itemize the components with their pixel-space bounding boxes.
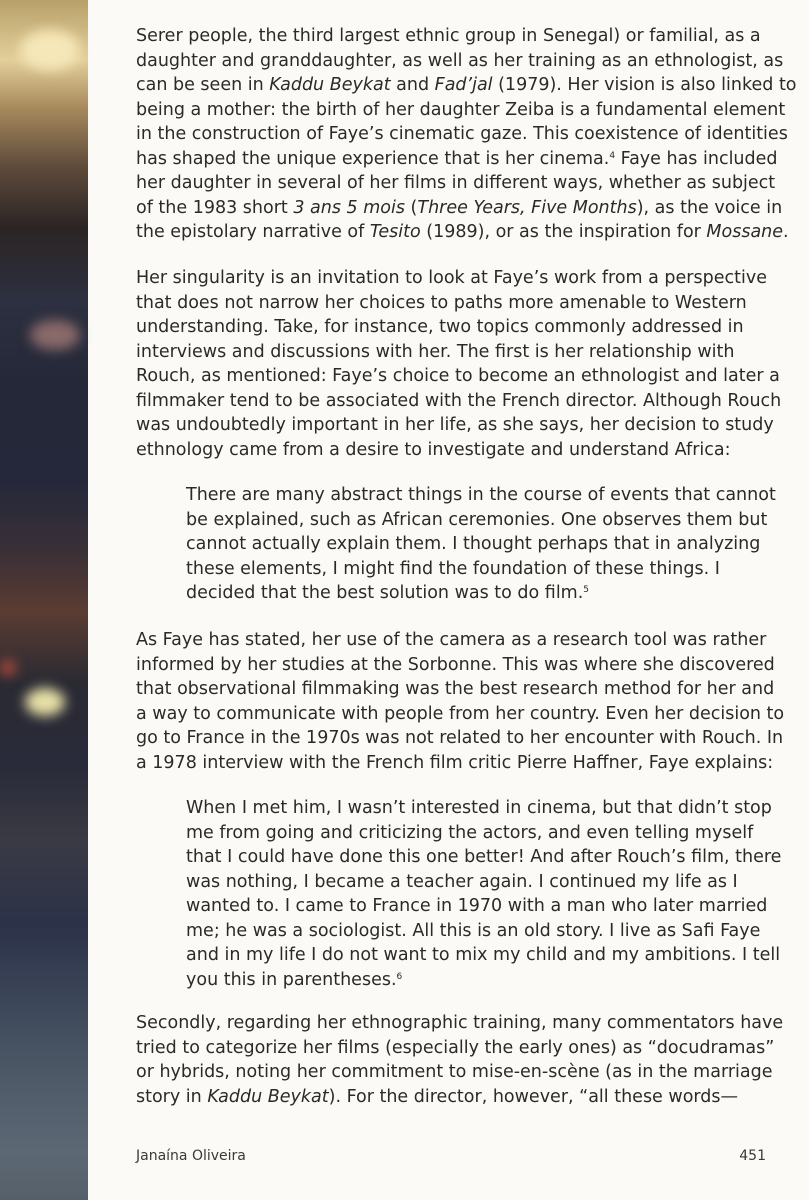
text-line: that observational filmmaking was the best research method for her and bbox=[136, 679, 775, 699]
text-line: Her singularity is an invitation to look at Faye’s work from a perspective bbox=[136, 268, 767, 288]
footer-author: Janaína Oliveira bbox=[136, 1148, 246, 1164]
text-line: these elements, I might find the foundation of these things. I bbox=[186, 558, 720, 579]
text-line: the epistolary narrative of Tesito (1989), or as the inspiration for Mossane. bbox=[136, 222, 789, 242]
light-glow bbox=[30, 320, 80, 350]
text-line: understanding. Take, for instance, two topics commonly addressed in bbox=[136, 317, 744, 337]
text-line: When I met him, I wasn’t interested in cinema, but that didn’t stop bbox=[186, 798, 772, 818]
paragraph bbox=[136, 1011, 784, 1109]
italic-title: 3 ans 5 mois bbox=[293, 197, 405, 218]
text-line: has shaped the unique experience that is her cinema.$^4$ Faye has included bbox=[136, 148, 778, 169]
italic-title: Kaddu Beykat bbox=[207, 1086, 329, 1107]
text-line: Rouch, as mentioned: Faye’s choice to become an ethnologist and later a bbox=[136, 366, 780, 386]
text-line: that I could have done this one better! And after Rouch’s film, there bbox=[186, 847, 782, 867]
text-line: a 1978 interview with the French film critic Pierre Haffner, Faye explains: bbox=[136, 752, 774, 773]
text-line: informed by her studies at the Sorbonne. This was where she discovered bbox=[136, 654, 775, 675]
text-line: being a mother: the birth of her daughter Zeiba is a fundamental element bbox=[136, 99, 786, 120]
italic-title: Tesito bbox=[369, 222, 421, 242]
text-line: decided that the best solution was to do film.$^5$ bbox=[186, 583, 590, 603]
text-line: me from going and criticizing the actors, and even telling myself bbox=[186, 822, 754, 843]
footnote-marker[interactable]: 6 bbox=[396, 971, 403, 982]
page-number: 451 bbox=[739, 1148, 766, 1164]
text-line: was undoubtedly important in her life, as she says, her decision to study bbox=[136, 415, 774, 435]
text-line: daughter and granddaughter, as well as her training as an ethnologist, as bbox=[136, 50, 784, 71]
text-line: of the 1983 short 3 ans 5 mois (Three Years, Five Months), as the voice in bbox=[136, 197, 783, 218]
footnote-marker[interactable]: 5 bbox=[583, 585, 590, 595]
text-line: her daughter in several of her films in different ways, whether as subject bbox=[136, 173, 776, 193]
text-line: Serer people, the third largest ethnic group in Senegal) or familial, as a bbox=[136, 26, 761, 46]
text-line: There are many abstract things in the course of events that cannot bbox=[186, 485, 776, 505]
block-quote bbox=[186, 796, 782, 992]
text-line: ethnology came from a desire to investigate and understand Africa: bbox=[136, 439, 731, 460]
italic-title: Kaddu Beykat bbox=[269, 75, 391, 95]
text-line: Secondly, regarding her ethnographic training, many commentators have bbox=[136, 1013, 784, 1033]
italic-title: Three Years, Five Months bbox=[417, 197, 637, 218]
text-line: filmmaker tend to be associated with the French director. Although Rouch bbox=[136, 390, 782, 411]
light-glow bbox=[0, 660, 16, 676]
text-line: in the construction of Faye’s cinematic gaze. This coexistence of identities bbox=[136, 124, 788, 144]
text-line: interviews and discussions with her. The first is her relationship with bbox=[136, 341, 735, 362]
italic-title: Mossane bbox=[706, 222, 784, 242]
text-line: can be seen in Kaddu Beykat and Fad’jal (1979). Her vision is also linked to bbox=[136, 75, 797, 95]
paragraph bbox=[136, 266, 782, 462]
text-line: was nothing, I became a teacher again. I continued my life as I bbox=[186, 871, 738, 892]
text-line: story in Kaddu Beykat). For the director, however, “all these words— bbox=[136, 1086, 739, 1107]
text-line: tried to categorize her films (especially the early ones) as “docudramas” bbox=[136, 1037, 775, 1058]
text-line: As Faye has stated, her use of the camera as a research tool was rather bbox=[136, 630, 767, 650]
text-line: wanted to. I came to France in 1970 with a man who later married bbox=[186, 896, 768, 916]
light-glow bbox=[20, 30, 80, 70]
text-line: and in my life I do not want to mix my child and my ambitions. I tell bbox=[186, 945, 781, 965]
italic-title: Fad’jal bbox=[434, 75, 493, 95]
text-line: you this in parentheses.$^6$ bbox=[186, 969, 403, 990]
block-quote bbox=[186, 483, 776, 606]
text-line: me; he was a sociologist. All this is an old story. I live as Safi Faye bbox=[186, 920, 761, 941]
text-line: go to France in the 1970s was not related to her encounter with Rouch. In bbox=[136, 728, 784, 748]
text-line: that does not narrow her choices to paths more amenable to Western bbox=[136, 292, 747, 313]
paragraph bbox=[136, 24, 797, 245]
paragraph bbox=[136, 628, 785, 775]
photo-edge-strip bbox=[0, 0, 88, 1200]
text-line: cannot actually explain them. I thought perhaps that in analyzing bbox=[186, 534, 761, 554]
text-line: or hybrids, noting her commitment to mise-en-scène (as in the marriage bbox=[136, 1062, 773, 1082]
text-line: be explained, such as African ceremonies. One observes them but bbox=[186, 509, 768, 530]
light-glow bbox=[25, 688, 65, 716]
text-line: a way to communicate with people from her country. Even her decision to bbox=[136, 703, 785, 724]
footnote-marker[interactable]: 4 bbox=[609, 150, 616, 161]
